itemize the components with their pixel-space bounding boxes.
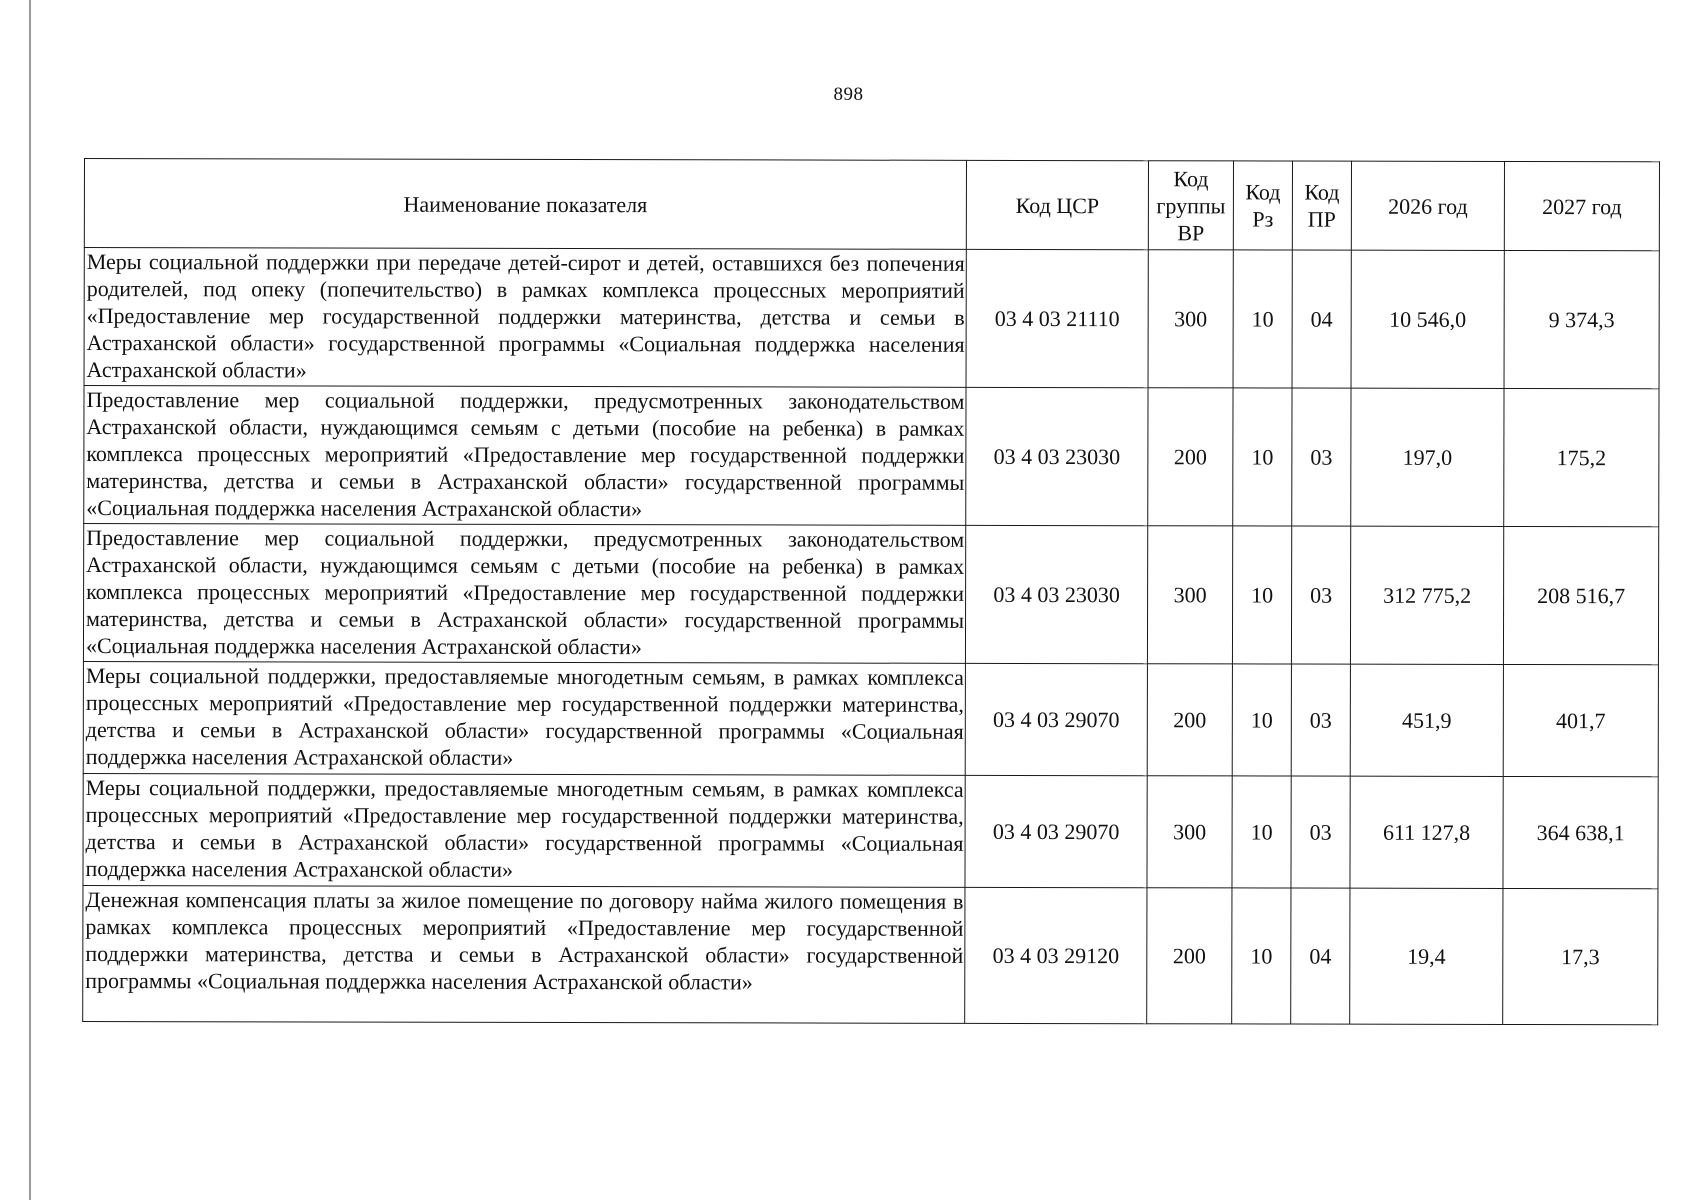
row-2027: 9 374,3 xyxy=(1504,250,1659,388)
page-number: 898 xyxy=(833,84,864,105)
table-row xyxy=(83,661,1658,776)
row-vr: 300 xyxy=(1148,250,1233,388)
row-csr: 03 4 03 21110 xyxy=(966,249,1148,387)
row-2027: 175,2 xyxy=(1504,388,1659,526)
row-pr: 03 xyxy=(1291,664,1350,776)
header-rz: Код Рз xyxy=(1233,161,1292,250)
row-csr: 03 4 03 29070 xyxy=(965,775,1147,887)
row-vr: 200 xyxy=(1148,388,1233,526)
row-pr: 03 xyxy=(1291,526,1350,664)
row-rz: 10 xyxy=(1232,664,1291,776)
header-name: Наименование показателя xyxy=(84,159,966,250)
row-name: Меры социальной поддержки, предоставляемые многодетным семьям, в рамках комплекса процессных мероприятий «Предоставление мер государственной поддержки материнства, детства и семьи в Астраханской области» государственной программы «Социальная поддержка населения Астраханской области» xyxy=(83,773,965,887)
table-row xyxy=(83,524,1658,665)
header-vr: Код группы ВР xyxy=(1148,161,1233,250)
table-row xyxy=(83,885,1658,1024)
row-pr: 03 xyxy=(1292,388,1351,526)
header-pr: Код ПР xyxy=(1292,161,1351,250)
row-rz: 10 xyxy=(1232,526,1291,664)
row-2026: 19,4 xyxy=(1350,888,1503,1024)
header-2027: 2027 год xyxy=(1504,161,1659,250)
row-2027: 364 638,1 xyxy=(1503,776,1658,888)
row-2027: 401,7 xyxy=(1503,664,1658,776)
row-vr: 300 xyxy=(1147,526,1232,664)
row-csr: 03 4 03 29120 xyxy=(965,887,1147,1023)
row-2027: 17,3 xyxy=(1503,888,1658,1024)
row-vr: 300 xyxy=(1147,776,1232,888)
row-pr: 04 xyxy=(1291,888,1350,1024)
row-name: Меры социальной поддержки, предоставляемые многодетным семьям, в рамках комплекса процессных мероприятий «Предоставление мер государственной поддержки материнства, детства и семьи в Астраханской области» государственной программы «Социальная поддержка населения Астраханской области» xyxy=(83,661,965,775)
row-csr: 03 4 03 23030 xyxy=(965,525,1147,663)
row-pr: 03 xyxy=(1291,776,1350,888)
row-rz: 10 xyxy=(1232,776,1291,888)
row-rz: 10 xyxy=(1233,388,1292,526)
row-name: Предоставление мер социальной поддержки, предусмотренных законодательством Астраханской области, нуждающимся семьям с детьми (пособие на ребенка) в рамках комплекса процессных мероприятий «Предоставление мер государственной поддержки материнства, детства и семьи в Астраханской области» государственной программы «Социальная поддержка населения Астраханской области» xyxy=(83,524,965,664)
row-csr: 03 4 03 23030 xyxy=(966,387,1148,525)
table-row xyxy=(84,248,1659,389)
row-pr: 04 xyxy=(1292,250,1351,388)
table-row xyxy=(83,773,1658,888)
scan-edge-line xyxy=(29,0,31,1200)
row-2026: 10 546,0 xyxy=(1351,250,1504,388)
header-2026: 2026 год xyxy=(1351,161,1504,250)
row-name: Денежная компенсация платы за жилое помещение по договору найма жилого помещения в рамках комплекса процессных мероприятий «Предоставление мер государственной поддержки материнства, детства и семьи в Астраханской области» государственной программы «Социальная поддержка населения Астраханской области» xyxy=(83,885,965,1023)
row-vr: 200 xyxy=(1147,664,1232,776)
header-csr: Код ЦСР xyxy=(966,160,1148,249)
row-csr: 03 4 03 29070 xyxy=(965,663,1147,775)
row-name: Предоставление мер социальной поддержки, предусмотренных законодательством Астраханской области, нуждающимся семьям с детьми (пособие на ребенка) в рамках комплекса процессных мероприятий «Предоставление мер государственной поддержки материнства, детства и семьи в Астраханской области» государственной программы «Социальная поддержка населения Астраханской области» xyxy=(84,386,966,526)
row-2026: 611 127,8 xyxy=(1350,776,1503,888)
row-rz: 10 xyxy=(1233,250,1292,388)
row-2026: 451,9 xyxy=(1350,664,1503,776)
table-row xyxy=(84,386,1659,527)
row-vr: 200 xyxy=(1147,888,1232,1024)
row-2026: 312 775,2 xyxy=(1350,526,1503,664)
row-2027: 208 516,7 xyxy=(1503,526,1658,664)
table-header-row xyxy=(84,159,1659,251)
row-2026: 197,0 xyxy=(1351,388,1504,526)
row-name: Меры социальной поддержки при передаче детей-сирот и детей, оставшихся без попечения родителей, под опеку (попечительство) в рамках комплекса процессных мероприятий «Предоставление мер государственной поддержки материнства, детства и семьи в Астраханской области» государственной программы «Социальная поддержка населения Астраханской области» xyxy=(84,248,966,388)
row-rz: 10 xyxy=(1232,888,1291,1024)
budget-table xyxy=(82,158,1660,1025)
